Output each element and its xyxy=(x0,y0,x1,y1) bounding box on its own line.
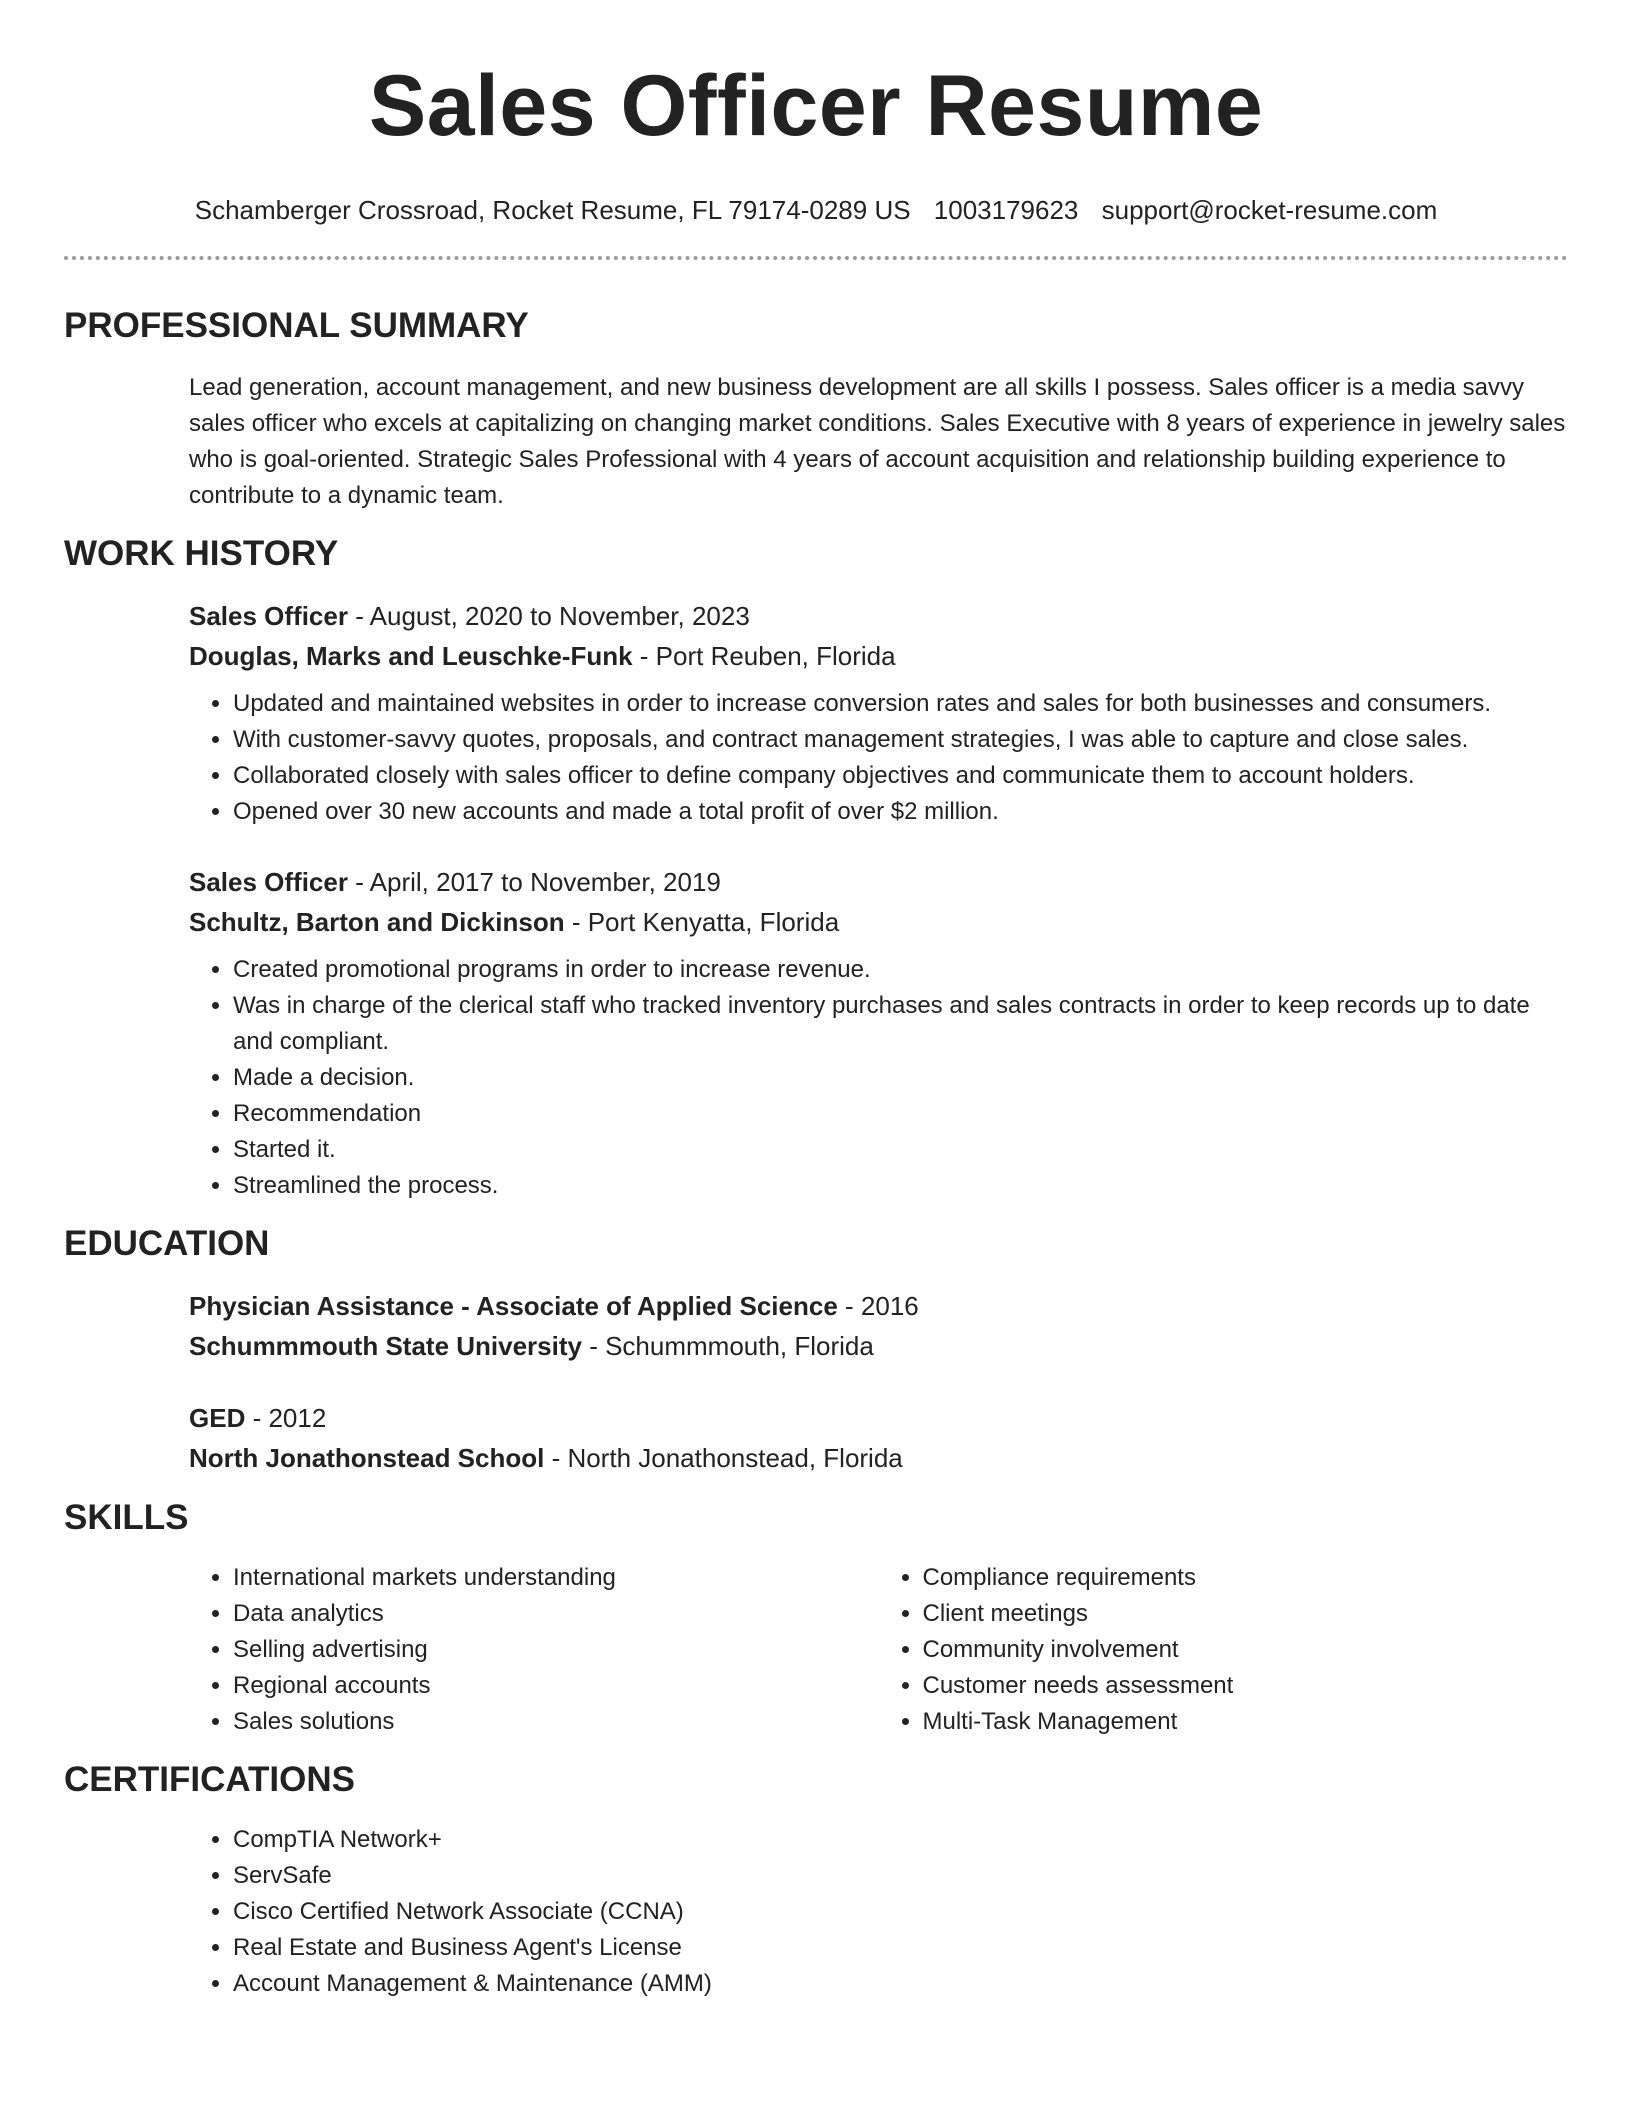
list-item: • CompTIA Network+ xyxy=(233,1822,1568,1858)
certifications-section xyxy=(64,1758,1568,2002)
school-line xyxy=(189,1438,1568,1478)
job-location: - Port Reuben, Florida xyxy=(632,641,896,671)
work-history-section xyxy=(64,532,1568,1204)
list-item: • Multi-Task Management xyxy=(923,1704,1569,1740)
list-item: • Real Estate and Business Agent's License xyxy=(233,1930,1568,1966)
list-item: • ServSafe xyxy=(233,1858,1568,1894)
job-title: Sales Officer xyxy=(189,867,348,897)
list-item: • Made a decision. xyxy=(233,1060,1568,1096)
list-item: • Client meetings xyxy=(923,1596,1569,1632)
summary-heading: PROFESSIONAL SUMMARY xyxy=(64,306,529,345)
certifications-heading: CERTIFICATIONS xyxy=(64,1760,356,1799)
work-history-heading: WORK HISTORY xyxy=(64,534,339,573)
school-name: Schummmouth State University xyxy=(189,1331,582,1361)
job-dates: - August, 2020 to November, 2023 xyxy=(347,601,750,631)
job-bullets xyxy=(189,952,1568,1204)
summary-section xyxy=(64,304,1568,514)
job-entry xyxy=(189,862,1568,1204)
skills-heading: SKILLS xyxy=(64,1498,189,1537)
job-location: - Port Kenyatta, Florida xyxy=(564,907,840,937)
list-item: • Compliance requirements xyxy=(923,1560,1569,1596)
education-entry xyxy=(189,1398,1568,1478)
degree-year: - 2016 xyxy=(837,1291,919,1321)
job-company: Schultz, Barton and Dickinson xyxy=(189,907,565,937)
job-title: Sales Officer xyxy=(189,601,348,631)
education-heading: EDUCATION xyxy=(64,1224,270,1263)
school-name: North Jonathonstead School xyxy=(189,1443,545,1473)
list-item: • Started it. xyxy=(233,1132,1568,1168)
contact-email: support@rocket-resume.com xyxy=(1101,195,1438,225)
list-item: • Cisco Certified Network Associate (CCNA) xyxy=(233,1894,1568,1930)
degree-name: Physician Assistance - Associate of Applied Science xyxy=(189,1291,838,1321)
school-location: - North Jonathonstead, Florida xyxy=(544,1443,903,1473)
school-location: - Schummmouth, Florida xyxy=(581,1331,874,1361)
resume-title: Sales Officer Resume xyxy=(368,58,1264,154)
certifications-list-wrapper xyxy=(189,1822,1568,2002)
list-item: • Created promotional programs in order to increase revenue. xyxy=(233,952,1568,988)
degree-year: - 2012 xyxy=(245,1403,327,1433)
list-item: • Updated and maintained websites in order to increase conversion rates and sales for both businesses and consumers. xyxy=(233,686,1568,722)
list-item: • With customer-savvy quotes, proposals, and contract management strategies, I was able to capture and close sales. xyxy=(233,722,1568,758)
list-item: • Community involvement xyxy=(923,1632,1569,1668)
skills-left-list xyxy=(189,1560,879,1740)
contact-phone: 1003179623 xyxy=(933,195,1079,225)
list-item: • Was in charge of the clerical staff who tracked inventory purchases and sales contracts in order to keep records up to date and compliant. xyxy=(233,988,1568,1060)
education-entry xyxy=(189,1286,1568,1366)
list-item: • Recommendation xyxy=(233,1096,1568,1132)
list-item: • Sales solutions xyxy=(233,1704,879,1740)
job-entry xyxy=(189,596,1568,830)
contact-address: Schamberger Crossroad, Rocket Resume, FL 79174-0289 US xyxy=(194,195,911,225)
list-item: • Data analytics xyxy=(233,1596,879,1632)
list-item: • Streamlined the process. xyxy=(233,1168,1568,1204)
list-item: • Selling advertising xyxy=(233,1632,879,1668)
job-bullets xyxy=(189,686,1568,830)
certifications-list xyxy=(189,1822,1568,2002)
skills-columns xyxy=(189,1560,1568,1740)
summary-text: Lead generation, account management, and new business development are all skills I possess. Sales officer is a media savvy sales officer who excels at capitalizing on changing market conditions. Sales Executive with 8 years of experience in jewelry sales who is goal-oriented. Strategic Sales Professional with 4 years of account acquisition and relationship building experience to contribute to a dynamic team. xyxy=(189,374,1566,509)
list-item: • International markets understanding xyxy=(233,1560,879,1596)
job-company-line xyxy=(189,902,1568,942)
list-item: • Regional accounts xyxy=(233,1668,879,1704)
degree-name: GED xyxy=(189,1403,246,1433)
skills-section xyxy=(64,1496,1568,1740)
contact-info xyxy=(64,194,1568,226)
degree-line xyxy=(189,1286,1568,1326)
job-title-line xyxy=(189,596,1568,636)
header-divider xyxy=(64,256,1568,260)
list-item: • Customer needs assessment xyxy=(923,1668,1569,1704)
school-line xyxy=(189,1326,1568,1366)
degree-line xyxy=(189,1398,1568,1438)
skills-right-list xyxy=(879,1560,1569,1740)
job-title-line xyxy=(189,862,1568,902)
list-item: • Collaborated closely with sales officer to define company objectives and communicate them to account holders. xyxy=(233,758,1568,794)
job-company-line xyxy=(189,636,1568,676)
list-item: • Account Management & Maintenance (AMM) xyxy=(233,1966,1568,2002)
job-dates: - April, 2017 to November, 2019 xyxy=(347,867,721,897)
list-item: • Opened over 30 new accounts and made a total profit of over $2 million. xyxy=(233,794,1568,830)
job-company: Douglas, Marks and Leuschke-Funk xyxy=(189,641,633,671)
education-section xyxy=(64,1222,1568,1478)
